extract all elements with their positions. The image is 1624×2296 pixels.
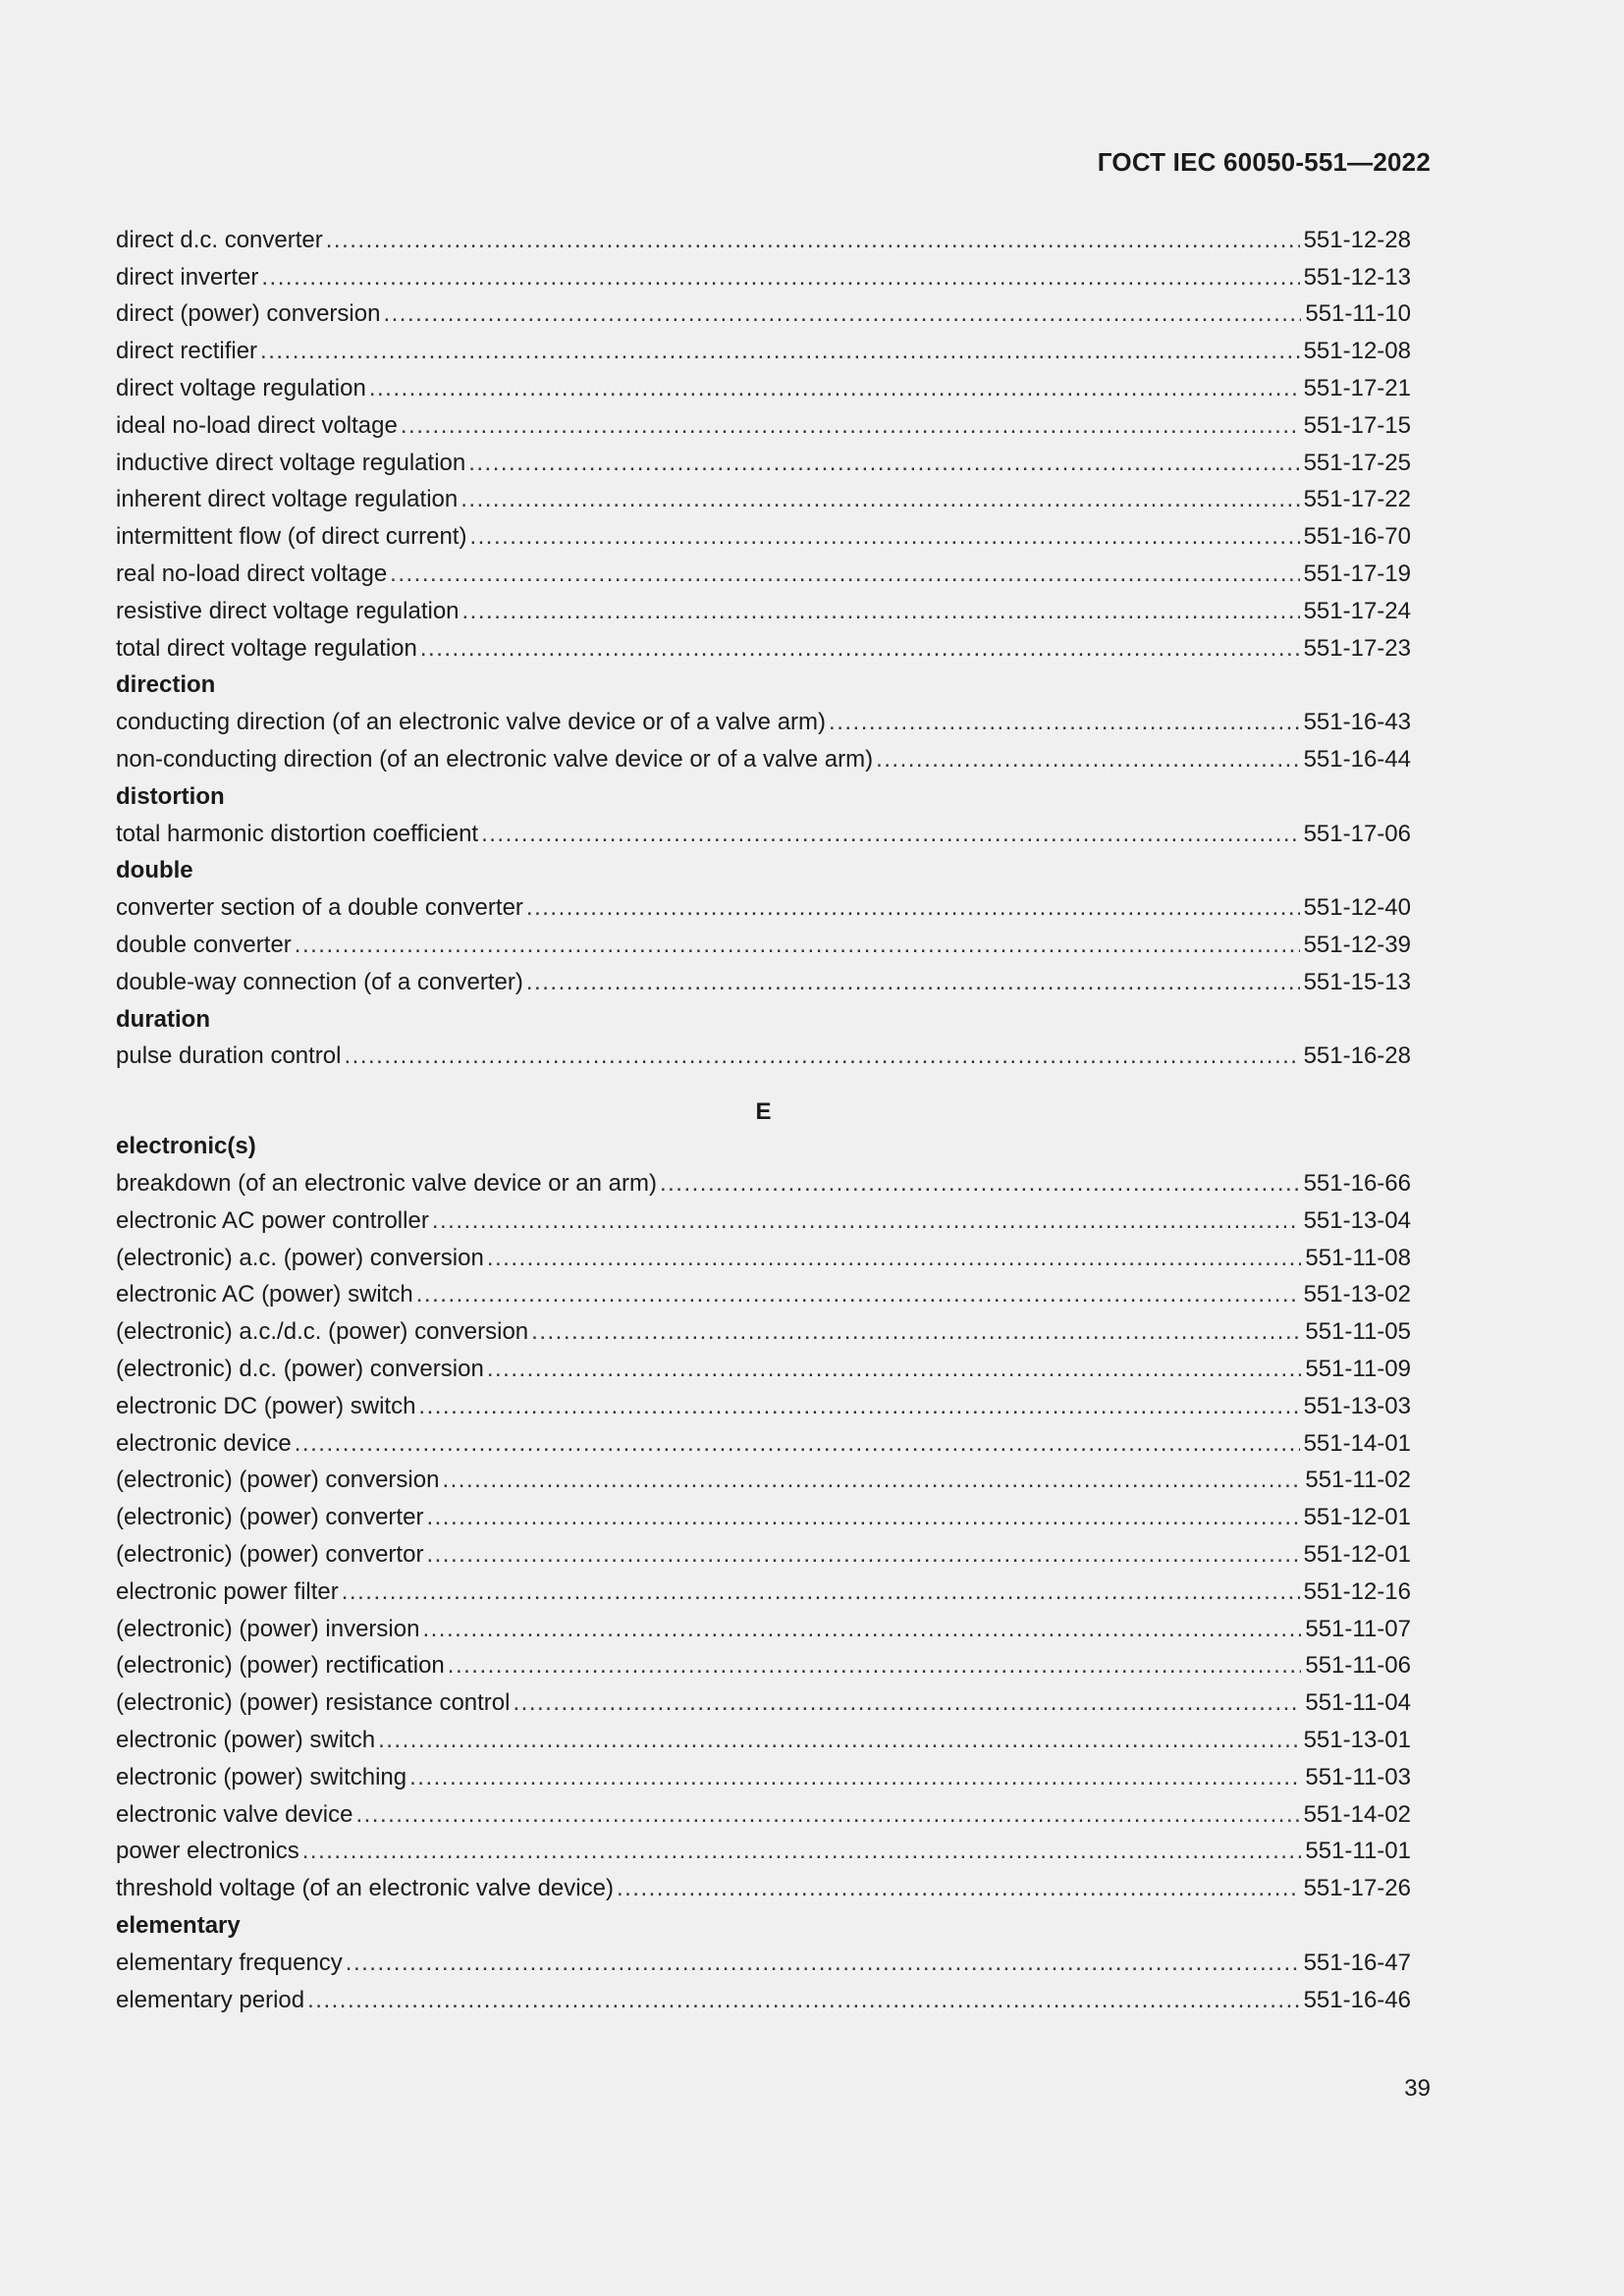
dot-leader xyxy=(442,1467,1301,1494)
index-term: converter section of a double converter xyxy=(116,894,523,922)
index-group-heading: direction xyxy=(116,671,216,699)
index-entry xyxy=(116,1833,1411,1870)
index-reference: 551-14-02 xyxy=(1303,1800,1411,1828)
index-reference: 551-12-39 xyxy=(1303,932,1411,959)
dot-leader xyxy=(261,264,1299,292)
dot-leader xyxy=(420,635,1300,663)
index-reference: 551-16-70 xyxy=(1303,523,1411,551)
index-term: (electronic) d.c. (power) conversion xyxy=(116,1356,484,1382)
index-term: (electronic) (power) resistance control xyxy=(116,1689,511,1717)
dot-leader xyxy=(526,894,1300,922)
dot-leader xyxy=(460,486,1299,513)
index-entry xyxy=(116,1536,1411,1574)
index-reference: 551-17-26 xyxy=(1303,1875,1411,1902)
dot-leader xyxy=(260,338,1300,365)
index-reference: 551-17-23 xyxy=(1303,634,1411,662)
index-term: electronic valve device xyxy=(116,1800,353,1828)
dot-leader xyxy=(378,1727,1299,1754)
index-term: (electronic) (power) convertor xyxy=(116,1540,424,1568)
dot-leader xyxy=(448,1652,1302,1680)
index-group-heading: electronic(s) xyxy=(116,1133,256,1160)
index-entry xyxy=(116,1982,1411,2019)
index-term: electronic device xyxy=(116,1429,292,1457)
index-reference: 551-12-01 xyxy=(1303,1540,1411,1568)
index-reference: 551-12-13 xyxy=(1303,263,1411,291)
index-reference: 551-17-19 xyxy=(1303,561,1411,588)
index-entry xyxy=(116,1796,1411,1834)
index-reference: 551-17-06 xyxy=(1303,820,1411,847)
index-reference: 551-15-13 xyxy=(1303,968,1411,995)
index-term: power electronics xyxy=(116,1838,299,1865)
index-reference: 551-11-07 xyxy=(1305,1615,1411,1642)
dot-leader xyxy=(468,450,1299,477)
index-reference: 551-12-40 xyxy=(1303,894,1411,922)
index-entry xyxy=(116,445,1411,482)
index-entry xyxy=(116,1277,1411,1314)
index-term: double-way connection (of a converter) xyxy=(116,968,523,995)
index-group-heading: double xyxy=(116,857,193,884)
index-entry xyxy=(116,1499,1411,1536)
index-term: electronic power filter xyxy=(116,1577,339,1605)
index-reference: 551-13-04 xyxy=(1303,1206,1411,1234)
dot-leader xyxy=(487,1356,1302,1383)
index-term: inductive direct voltage regulation xyxy=(116,449,466,476)
index-entry xyxy=(116,407,1411,445)
index-group-heading: elementary xyxy=(116,1911,241,1939)
index-term: ideal no-load direct voltage xyxy=(116,411,398,439)
dot-leader xyxy=(409,1764,1301,1791)
dot-leader xyxy=(401,412,1300,440)
index-reference: 551-16-28 xyxy=(1303,1042,1411,1070)
index-reference: 551-17-22 xyxy=(1303,486,1411,513)
index-entry xyxy=(116,1313,1411,1351)
dot-leader xyxy=(531,1318,1301,1346)
dot-leader xyxy=(526,969,1300,996)
index-reference: 551-11-06 xyxy=(1305,1652,1411,1680)
index-entry xyxy=(116,482,1411,519)
index-reference: 551-16-47 xyxy=(1303,1949,1411,1976)
dot-leader xyxy=(416,1281,1300,1308)
index-reference: 551-13-01 xyxy=(1303,1726,1411,1753)
index-entry xyxy=(116,889,1411,927)
index-term: (electronic) (power) conversion xyxy=(116,1467,440,1494)
index-term: (electronic) (power) inversion xyxy=(116,1615,420,1642)
index-entry xyxy=(116,1165,1411,1202)
index-term: inherent direct voltage regulation xyxy=(116,486,459,513)
index-entry xyxy=(116,1202,1411,1240)
index-term: direct rectifier xyxy=(116,338,258,365)
index-term: electronic (power) switching xyxy=(116,1763,407,1790)
index-reference: 551-12-16 xyxy=(1303,1577,1411,1605)
index-entry xyxy=(116,1722,1411,1759)
index-reference: 551-11-03 xyxy=(1305,1763,1411,1790)
dot-leader xyxy=(422,1616,1301,1643)
index-entry xyxy=(116,593,1411,630)
dot-leader xyxy=(383,300,1301,328)
index-entry xyxy=(116,296,1411,334)
index-term: total harmonic distortion coefficient xyxy=(116,820,479,847)
index-term: double converter xyxy=(116,932,292,959)
index-reference: 551-11-05 xyxy=(1305,1318,1411,1346)
index-reference: 551-14-01 xyxy=(1303,1429,1411,1457)
index-reference: 551-11-01 xyxy=(1305,1838,1411,1865)
index-reference: 551-17-15 xyxy=(1303,411,1411,439)
index-term: threshold voltage (of an electronic valve device) xyxy=(116,1875,614,1902)
dot-leader xyxy=(426,1504,1299,1531)
index-reference: 551-11-10 xyxy=(1305,300,1411,328)
index-entry xyxy=(116,741,1411,778)
index-entry xyxy=(116,370,1411,407)
index-term: electronic AC power controller xyxy=(116,1206,429,1234)
dot-leader xyxy=(462,598,1300,625)
index-entry xyxy=(116,1039,1411,1076)
index-reference: 551-13-03 xyxy=(1303,1392,1411,1419)
index-entry xyxy=(116,1611,1411,1648)
index-term: total direct voltage regulation xyxy=(116,634,417,662)
index-term: electronic DC (power) switch xyxy=(116,1392,416,1419)
dot-leader xyxy=(418,1393,1299,1420)
index-entry xyxy=(116,1425,1411,1463)
index-term: (electronic) (power) rectification xyxy=(116,1652,445,1680)
index-term: electronic (power) switch xyxy=(116,1726,376,1753)
index-entry xyxy=(116,816,1411,853)
index-reference: 551-12-01 xyxy=(1303,1504,1411,1531)
index-entry xyxy=(116,1574,1411,1611)
alphabetical-index xyxy=(116,222,1411,2018)
dot-leader xyxy=(346,1949,1300,1977)
index-entry xyxy=(116,1463,1411,1500)
dot-leader xyxy=(432,1207,1300,1235)
dot-leader xyxy=(469,523,1299,551)
dot-leader xyxy=(617,1875,1300,1902)
dot-leader xyxy=(513,1689,1301,1717)
document-title: ГОСТ IEC 60050-551—2022 xyxy=(1097,147,1431,177)
index-term: (electronic) a.c. (power) conversion xyxy=(116,1244,484,1271)
index-reference: 551-11-08 xyxy=(1305,1244,1411,1271)
index-term: elementary period xyxy=(116,1986,305,2013)
index-entry xyxy=(116,1684,1411,1722)
index-term: (electronic) a.c./d.c. (power) conversion xyxy=(116,1318,529,1346)
dot-leader xyxy=(390,561,1299,588)
dot-leader xyxy=(295,1430,1300,1458)
index-group-heading: duration xyxy=(116,1005,210,1033)
dot-leader xyxy=(326,227,1300,254)
dot-leader xyxy=(426,1541,1299,1569)
dot-leader xyxy=(829,709,1300,736)
index-reference: 551-16-44 xyxy=(1303,746,1411,774)
index-reference: 551-17-21 xyxy=(1303,375,1411,402)
dot-leader xyxy=(344,1042,1299,1070)
index-term: direct inverter xyxy=(116,263,259,291)
index-term: electronic AC (power) switch xyxy=(116,1281,413,1308)
index-entry xyxy=(116,1388,1411,1425)
index-entry xyxy=(116,1240,1411,1277)
index-letter-heading: E xyxy=(755,1098,772,1126)
index-term: pulse duration control xyxy=(116,1042,342,1070)
dot-leader xyxy=(481,821,1299,848)
index-entry xyxy=(116,1351,1411,1388)
index-entry xyxy=(116,1870,1411,1907)
index-entry xyxy=(116,556,1411,593)
dot-leader xyxy=(369,375,1300,402)
dot-leader xyxy=(660,1170,1300,1198)
index-term: non-conducting direction (of an electronic valve device or of a valve arm) xyxy=(116,746,874,774)
index-entry xyxy=(116,1759,1411,1796)
index-entry xyxy=(116,1647,1411,1684)
index-reference: 551-11-02 xyxy=(1305,1467,1411,1494)
index-term: direct d.c. converter xyxy=(116,226,323,253)
index-reference: 551-11-09 xyxy=(1305,1356,1411,1382)
dot-leader xyxy=(342,1578,1300,1606)
index-term: direct (power) conversion xyxy=(116,300,381,328)
index-term: resistive direct voltage regulation xyxy=(116,597,460,624)
dot-leader xyxy=(302,1838,1302,1865)
index-reference: 551-17-25 xyxy=(1303,449,1411,476)
index-reference: 551-11-04 xyxy=(1305,1689,1411,1717)
index-term: intermittent flow (of direct current) xyxy=(116,523,467,551)
index-entry xyxy=(116,927,1411,964)
index-entry xyxy=(116,1945,1411,1982)
index-entry xyxy=(116,630,1411,667)
dot-leader xyxy=(876,746,1300,774)
dot-leader xyxy=(295,932,1300,959)
index-term: real no-load direct voltage xyxy=(116,561,388,588)
index-term: conducting direction (of an electronic valve device or of a valve arm) xyxy=(116,709,827,736)
index-reference: 551-16-46 xyxy=(1303,1986,1411,2013)
index-entry xyxy=(116,222,1411,259)
index-entry xyxy=(116,518,1411,556)
index-group-heading: distortion xyxy=(116,782,225,810)
index-reference: 551-17-24 xyxy=(1303,597,1411,624)
index-entry xyxy=(116,704,1411,741)
index-term: breakdown (of an electronic valve device or an arm) xyxy=(116,1170,657,1198)
index-reference: 551-16-66 xyxy=(1303,1170,1411,1198)
dot-leader xyxy=(487,1245,1302,1272)
index-term: direct voltage regulation xyxy=(116,375,366,402)
index-term: elementary frequency xyxy=(116,1949,343,1976)
index-reference: 551-12-08 xyxy=(1303,338,1411,365)
index-term: (electronic) (power) converter xyxy=(116,1504,424,1531)
index-entry xyxy=(116,259,1411,296)
dot-leader xyxy=(355,1801,1299,1829)
index-entry xyxy=(116,964,1411,1001)
dot-leader xyxy=(307,1987,1299,2014)
index-reference: 551-13-02 xyxy=(1303,1281,1411,1308)
page-number: 39 xyxy=(1404,2075,1431,2102)
index-reference: 551-12-28 xyxy=(1303,226,1411,253)
index-reference: 551-16-43 xyxy=(1303,709,1411,736)
index-entry xyxy=(116,333,1411,370)
